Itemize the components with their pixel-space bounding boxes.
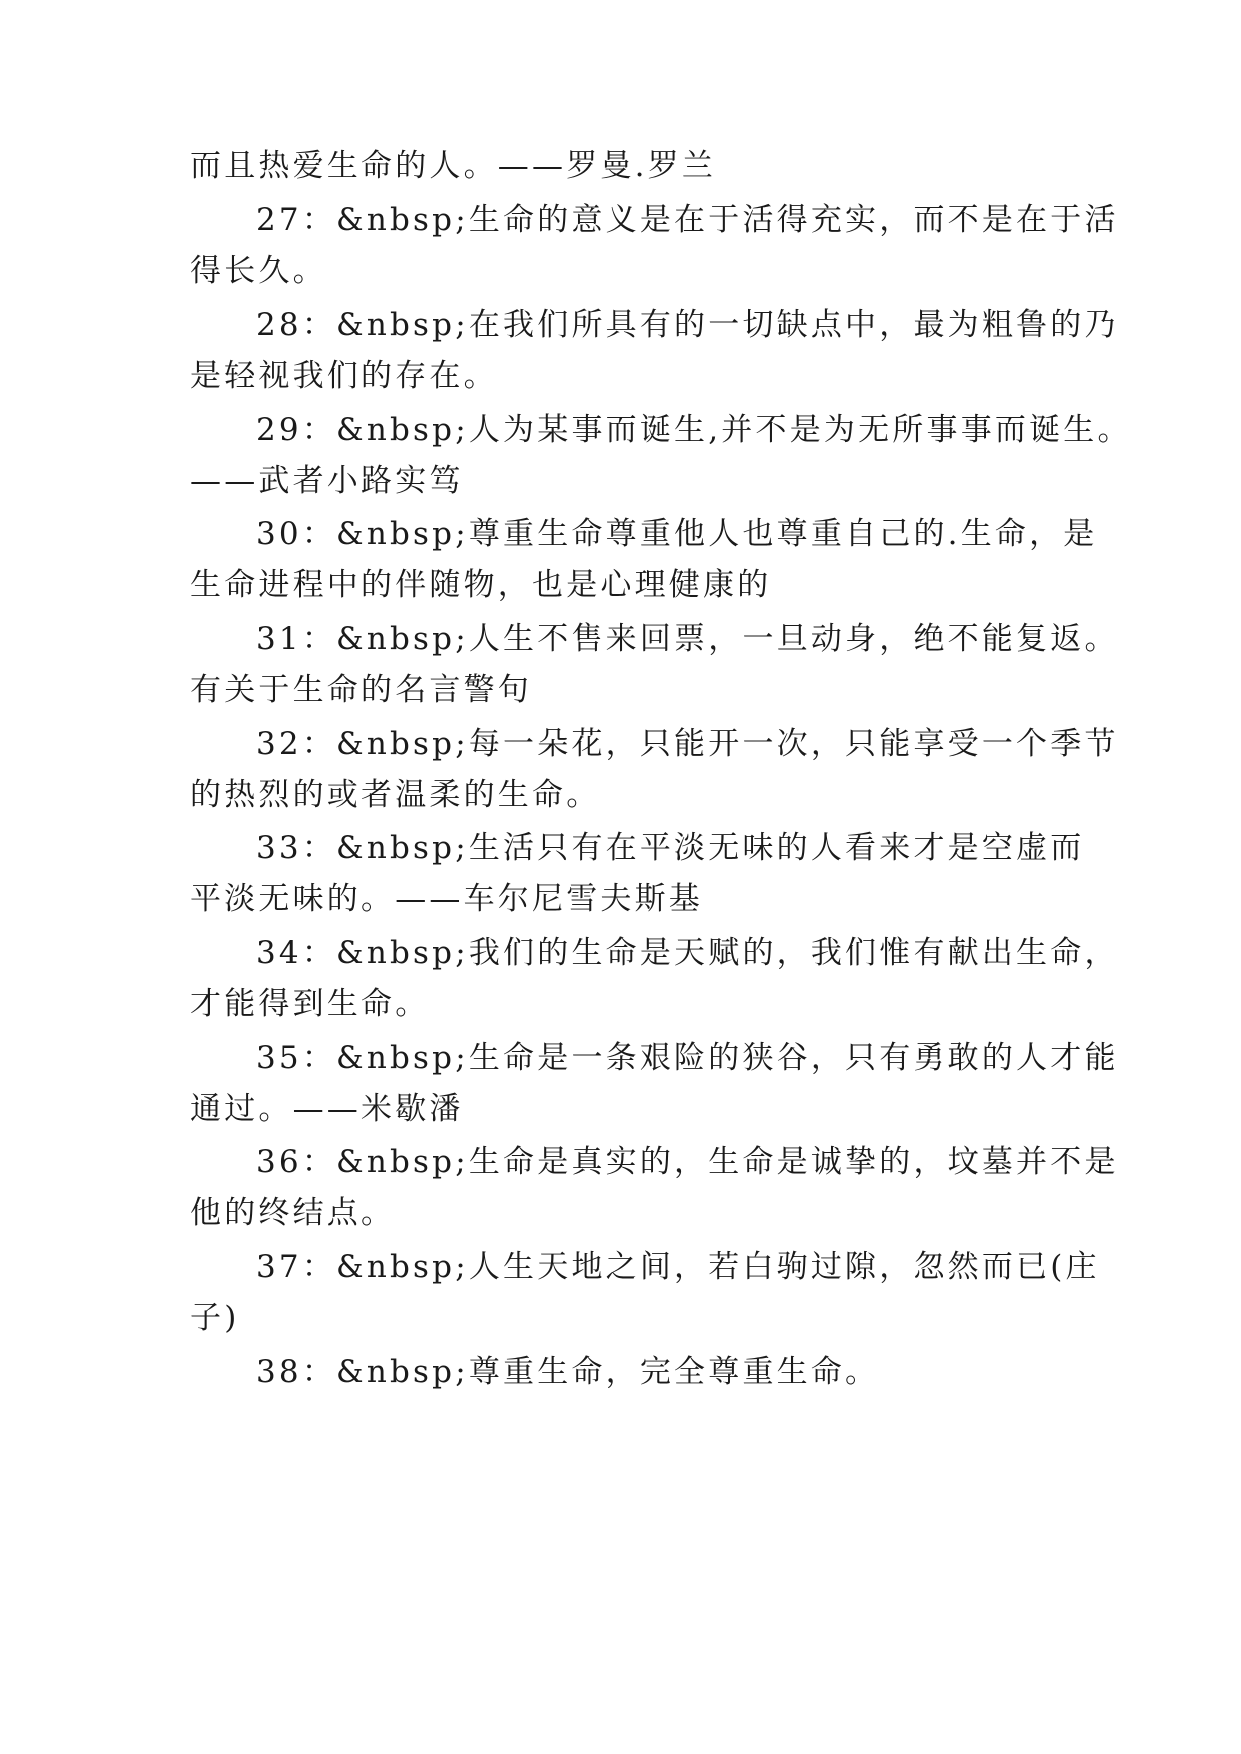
lead-line: 而且热爱生命的人。——罗曼.罗兰 xyxy=(190,148,717,184)
entry-38-line-1: 38：&nbsp;尊重生命，完全尊重生命。 xyxy=(256,1354,880,1390)
entry-27-line-2: 得长久。 xyxy=(190,253,327,289)
entry-31-line-2: 有关于生命的名言警句 xyxy=(190,672,532,708)
entry-30-line-1: 30：&nbsp;尊重生命尊重他人也尊重自己的.生命，是 xyxy=(256,516,1098,552)
entry-32-line-1: 32：&nbsp;每一朵花，只能开一次，只能享受一个季节 xyxy=(256,726,1119,762)
entry-29-line-1: 29：&nbsp;人为某事而诞生,并不是为无所事事而诞生。 xyxy=(256,412,1132,448)
entry-28-line-1: 28：&nbsp;在我们所具有的一切缺点中，最为粗鲁的乃 xyxy=(256,307,1119,343)
entry-28-line-2: 是轻视我们的存在。 xyxy=(190,358,498,394)
entry-27-line-1: 27：&nbsp;生命的意义是在于活得充实，而不是在于活 xyxy=(256,202,1119,238)
entry-34-line-1: 34：&nbsp;我们的生命是天赋的，我们惟有献出生命， xyxy=(256,935,1119,971)
entry-34-line-2: 才能得到生命。 xyxy=(190,986,430,1022)
entry-33-line-2: 平淡无味的。——车尔尼雪夫斯基 xyxy=(190,881,703,917)
entry-32-line-2: 的热烈的或者温柔的生命。 xyxy=(190,777,601,813)
entry-35-line-2: 通过。——米歇潘 xyxy=(190,1091,464,1127)
entry-37-line-2: 子) xyxy=(190,1300,240,1336)
entry-29-line-2: ——武者小路实笃 xyxy=(190,463,464,499)
entry-33-line-1: 33：&nbsp;生活只有在平淡无味的人看来才是空虚而 xyxy=(256,830,1085,866)
entry-37-line-1: 37：&nbsp;人生天地之间，若白驹过隙，忽然而已(庄 xyxy=(256,1249,1100,1285)
entry-36-line-1: 36：&nbsp;生命是真实的，生命是诚挚的，坟墓并不是 xyxy=(256,1144,1119,1180)
entry-35-line-1: 35：&nbsp;生命是一条艰险的狭谷，只有勇敢的人才能 xyxy=(256,1040,1119,1076)
entry-31-line-1: 31：&nbsp;人生不售来回票，一旦动身，绝不能复返。 xyxy=(256,621,1119,657)
entry-30-line-2: 生命进程中的伴随物，也是心理健康的 xyxy=(190,567,772,603)
entry-36-line-2: 他的终结点。 xyxy=(190,1195,396,1231)
